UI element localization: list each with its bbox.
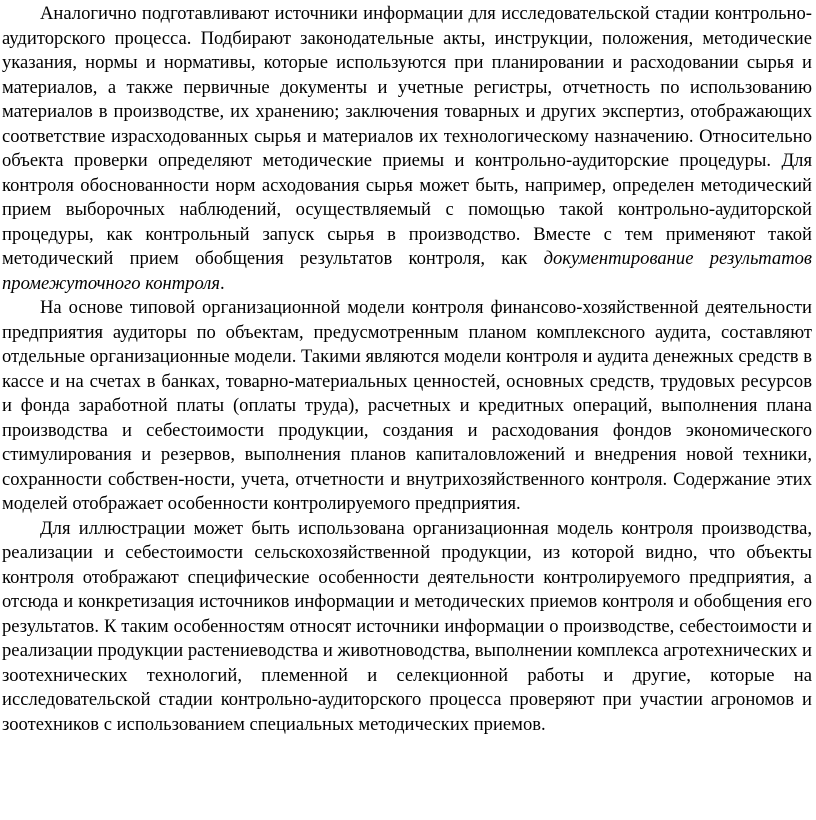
- paragraph-1-tail: .: [220, 272, 225, 294]
- paragraph-1-italic-term: документирование результатов промежуточного контроля: [2, 248, 812, 294]
- paragraph-organizational-models: На основе типовой организационной модели контроля финансово-хозяйственной деятельности предприятия аудиторы по объектам, предусмотренным планом комплексного аудита, составляют отдельные организационные модели. Такими являются модели контроля и аудита денежных средств в кассе и на счетах в банках, товарно-материальных ценностей, основных средств, трудовых ресурсов и фонда заработной платы (оплаты труда), расчетных и кредитных операций, выполнения плана производства и себестоимости продукции, создания и расходования фондов экономического стимулирования и резервов, выполнения планов капиталовложений и внедрения новой техники, сохранности собствен-ности, учета, отчетности и внутрихозяйственного контроля. Содержание этих моделей отображает особенности контролируемого предприятия.: [2, 297, 812, 514]
- paragraph-sources-preparation: [2, 2, 812, 296]
- paragraph-illustration-model: Для иллюстрации может быть использована организационная модель контроля производства, реализации и себестоимости сельскохозяйственной продукции, из которой видно, что объекты контроля отображают специфические особенности деятельности контролируемого предприятия, а отсюда и конкретизация источников информации и методических приемов контроля и обобщения его результатов. К таким особенностям относят источники информации о производстве, себестоимости и реализации продукции растениеводства и животноводства, выполнении комплекса агротехнических и зоотехнических технологий, племенной и селекционной работы и другие, которые на исследовательской стадии контрольно-аудиторского процесса проверяют при участии агрономов и зоотехников с использованием специальных методических приемов.: [2, 517, 812, 735]
- paragraph-1-text: Аналогично подготавливают источники информации для исследовательской стадии контрольно-аудиторского процесса. Подбирают законодательные акты, инструкции, положения, методические указания, нормы и нормативы, которые используются при планировании и расходовании сырья и материалов, а также первичные документы и учетные регистры, отчетность по использованию материалов в производстве, их хранению; заключения товарных и других экспертиз, отображающих соответствие израсходованных сырья и материалов их технологическому назначению. Относительно объекта проверки определяют методические приемы и контрольно-аудиторские процедуры. Для контроля обоснованности норм асходования сырья может быть, например, определен методический прием выборочных наблюдений, осуществляемый с помощью такой контрольно-аудиторской процедуры, как контрольный запуск сырья в производство. Вместе с тем применяют такой методический прием обобщения результатов контроля, как: [2, 3, 812, 269]
